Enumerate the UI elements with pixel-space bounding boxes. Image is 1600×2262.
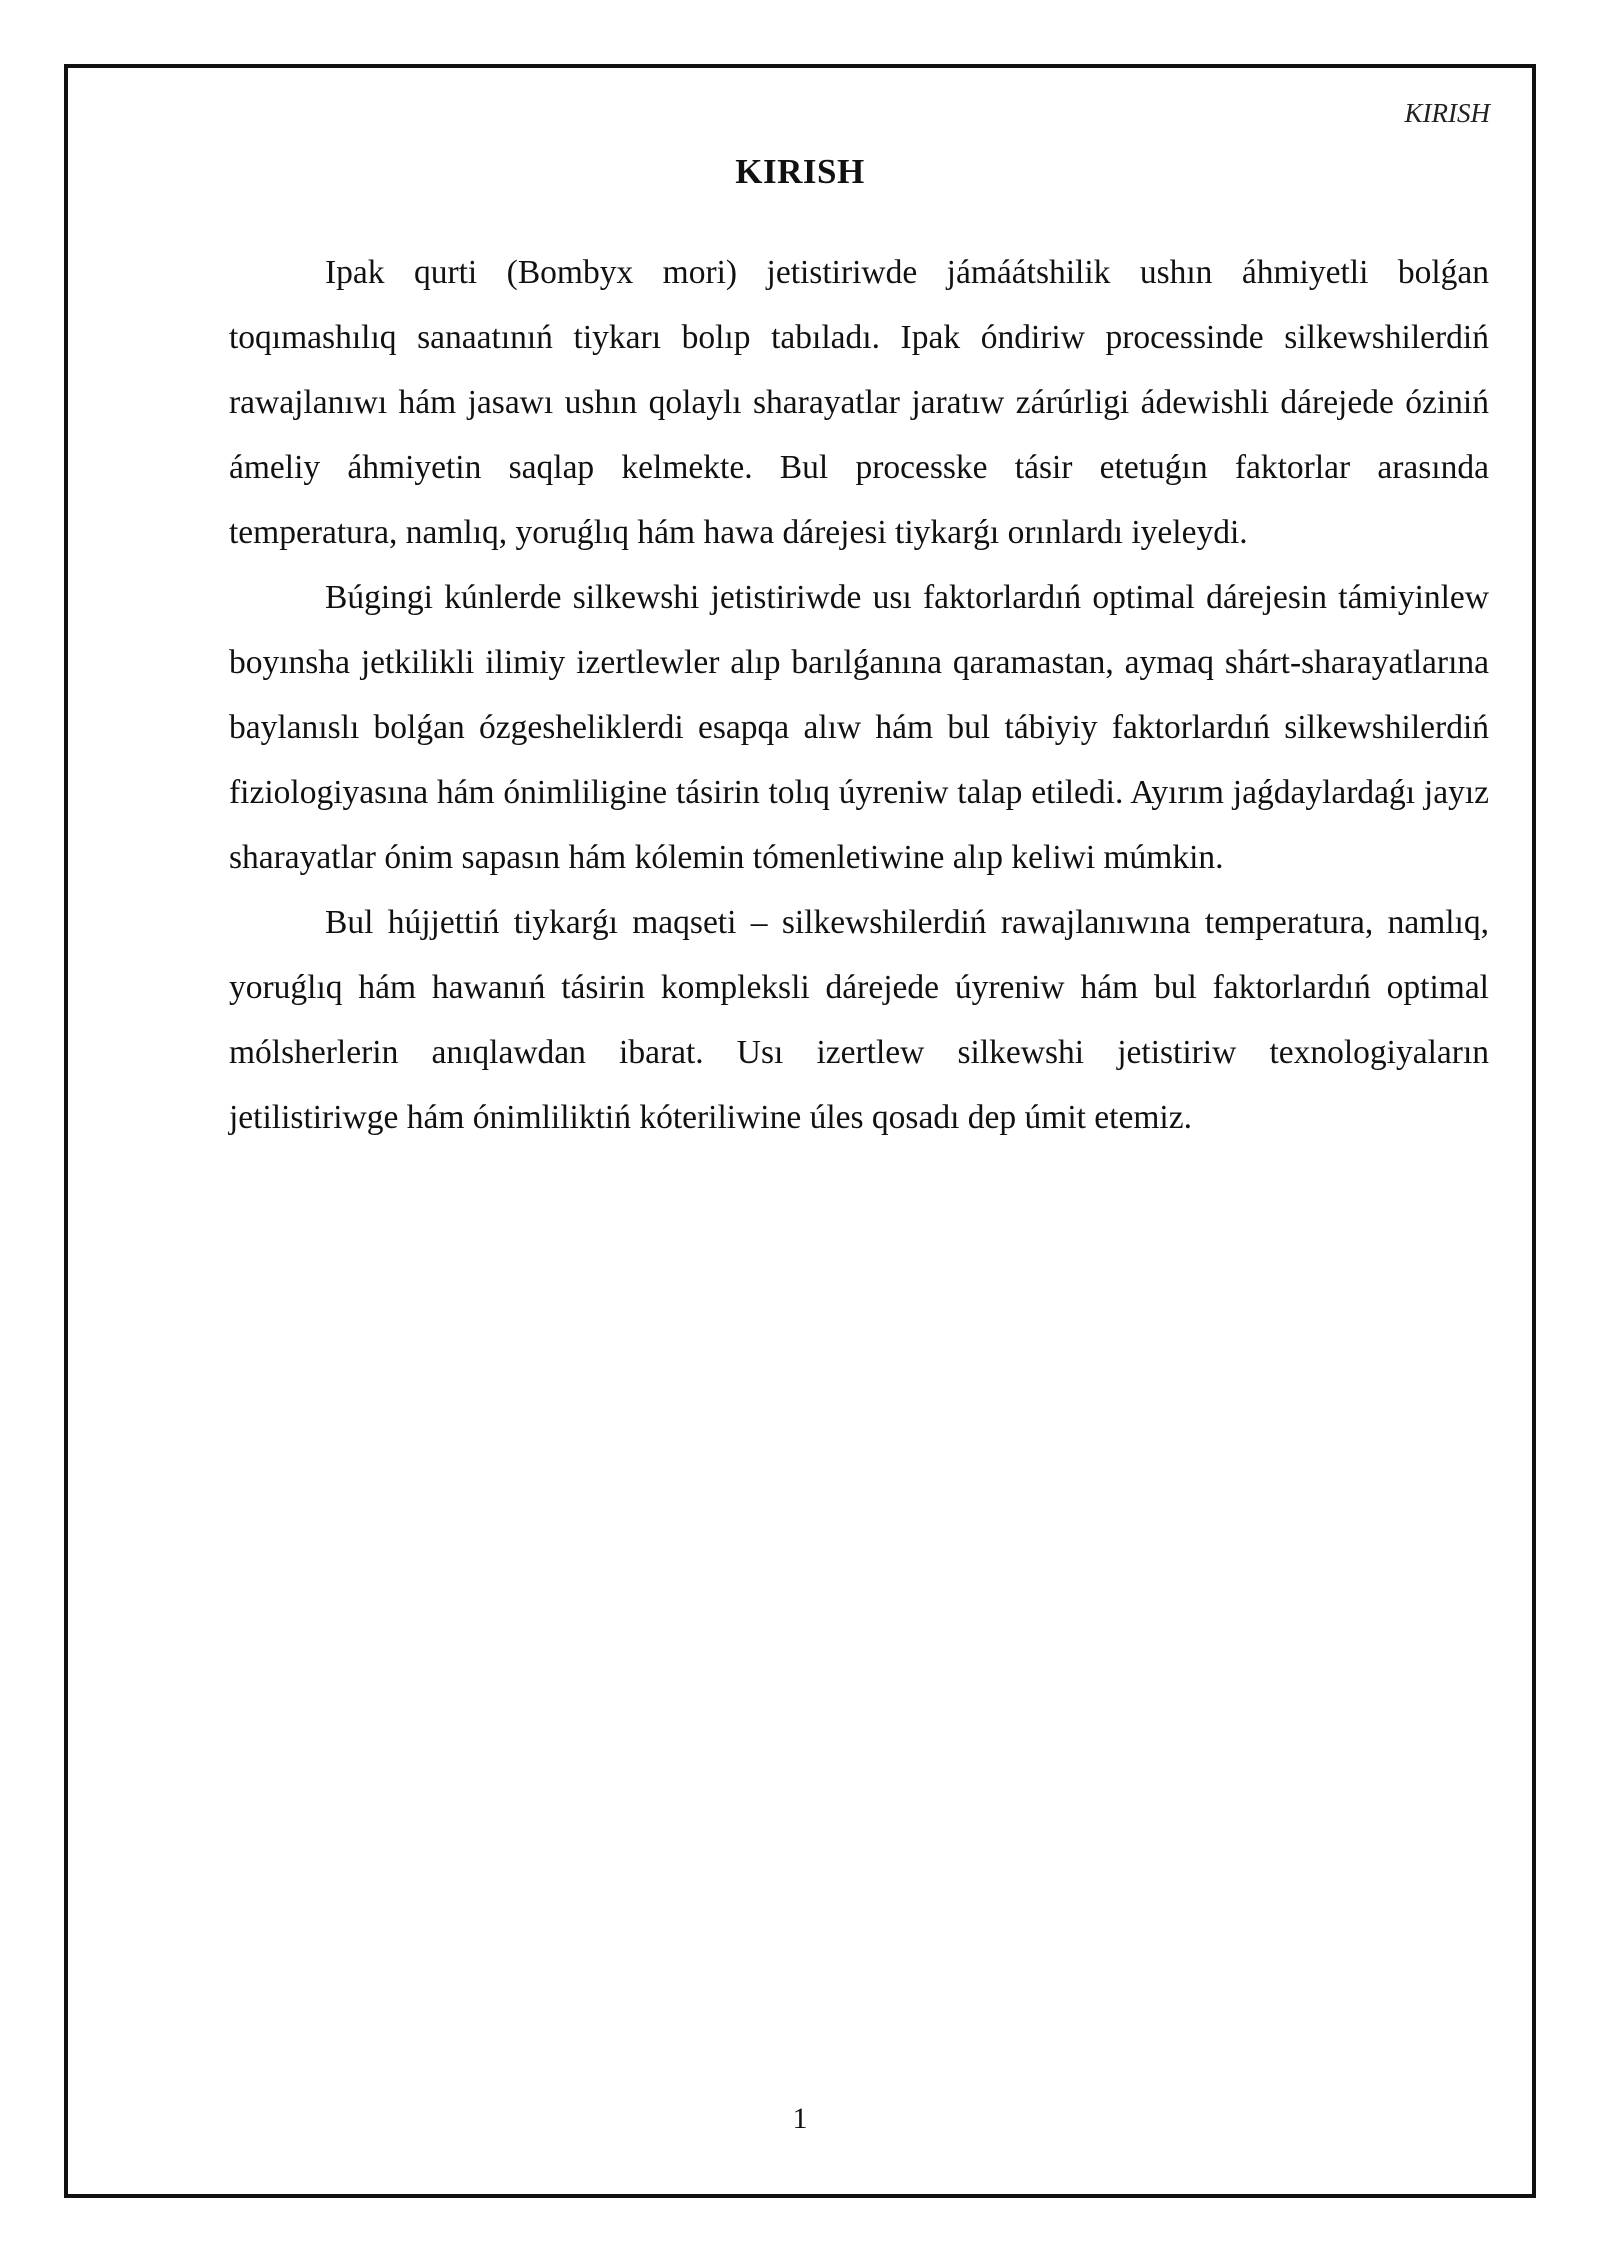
running-header: KIRISH: [1404, 98, 1490, 128]
page-number: 1: [792, 2102, 808, 2135]
document-body: [229, 240, 1489, 1150]
paragraph: Búgingi kúnlerde silkewshi jetistiriwde usı faktorlardıń optimal dárejesin támiyinlew boyınsha jetkilikli ilimiy izertlewler alıp barılǵanına qaramastan, aymaq shárt-sharayatlarına baylanıslı bolǵan ózgesheliklerdi esapqa alıw hám bul tábiyiy faktorlardıń silkewshilerdiń fiziologiyasına hám ónimliligine tásirin tolıq úyreniw talap etiledi. Ayırım jaǵdaylardaǵı jayız sharayatlar ónim sapasın hám kólemin tómenletiwine alıp keliwi múmkin.: [229, 579, 1489, 876]
paragraph: Ipak qurti (Bombyx mori) jetistiriwde jámáátshilik ushın áhmiyetli bolǵan toqımashılıq sanaatınıń tiykarı bolıp tabıladı. Ipak óndiriw processinde silkewshilerdiń rawajlanıwı hám jasawı ushın qolaylı sharayatlar jaratıw zárúrligi ádewishli dárejede óziniń ámeliy áhmiyetin saqlap kelmekte. Bul processke tásir etetuǵın faktorlar arasında temperatura, namlıq, yoruǵlıq hám hawa dárejesi tiykarǵı orınlardı iyeleydi.: [229, 254, 1489, 551]
paragraph: Bul hújjettiń tiykarǵı maqseti – silkewshilerdiń rawajlanıwına temperatura, namlıq, yoruǵlıq hám hawanıń tásirin kompleksli dárejede úyreniw hám bul faktorlardıń optimal mólsherlerin anıqlawdan ibarat. Usı izertlew silkewshi jetistiriw texnologiyaların jetilistiriwge hám ónimliliktiń kóteriliwine úles qosadı dep úmit etemiz.: [229, 904, 1489, 1136]
page-title: KIRISH: [735, 152, 865, 191]
